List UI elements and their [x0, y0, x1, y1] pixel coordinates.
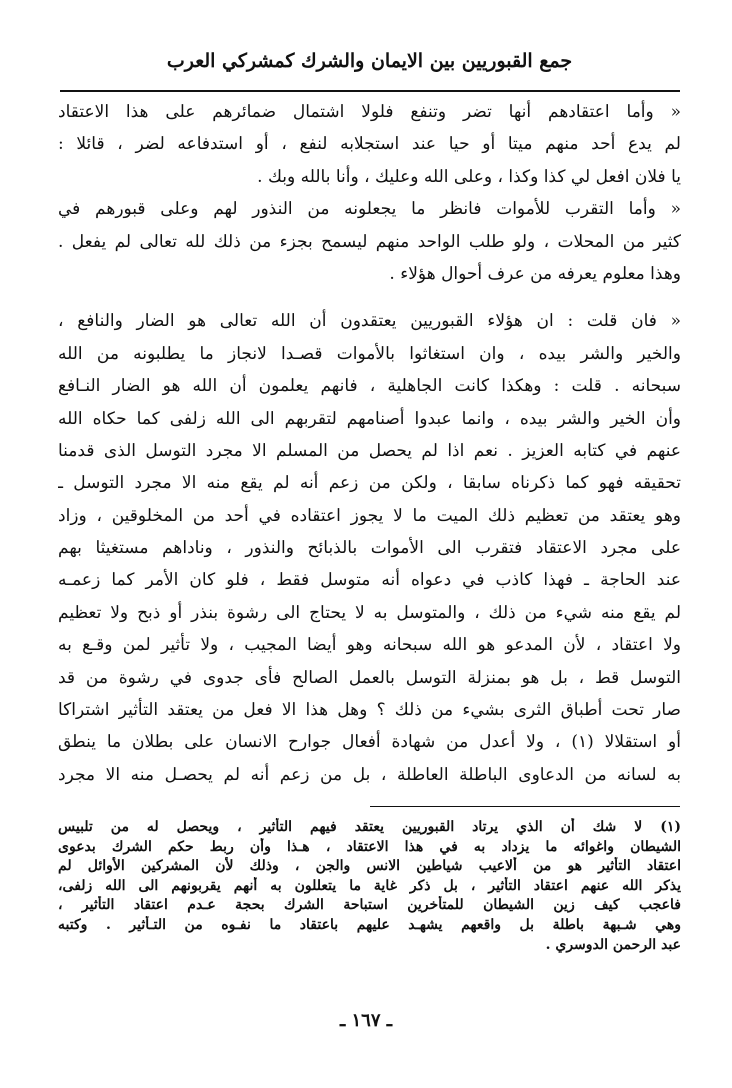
text-line: عند الحاجة ـ فهذا كاذب في دعواه أنه متوسل فقط ، فلو كان الأمر كما زعمـه [58, 570, 681, 591]
text-line: عنهم في كتابه العزيز . نعم اذا لم يحصل من المسلم الا مجرد التوسل الذى قدمنا [58, 440, 681, 461]
paragraph-gap [58, 290, 681, 305]
footnote-line: الشيطان واغوائه ما يزداد به في هذا الاعتقاد ، هـذا وأن ربط حكم الشرك بدعوى [58, 838, 681, 855]
paragraph-vows [58, 193, 681, 290]
text-line: لم يدع أحد منهم ميتا أو حيا عند استجلابه لنفع ، أو استدفاعه لضر ، قائلا : [58, 134, 681, 155]
paragraph-beliefs [58, 96, 681, 193]
footnote-line: وهي شـبهة باطلة بل واقعهم يشهـد عليهم باعتقاد ما نفـوه من التـأثير . وكتبه [58, 916, 681, 933]
text-line: سبحانه . قلت : وهكذا كانت الجاهلية ، فانهم يعلمون أن الله هو الضار النـافع [58, 376, 681, 397]
running-title: جمع القبوريين بين الايمان والشرك كمشركي العرب [166, 50, 573, 72]
footnote-line: عبد الرحمن الدوسري . [545, 936, 681, 953]
text-line: « وأما التقرب للأموات فانظر ما يجعلونه من النذور لهم وعلى قبورهم في [58, 199, 681, 220]
text-line: وأن الخير والشر بيده ، وانما عبدوا أصنامهم لتقربهم الى الله زلفى كما حكاه الله [58, 408, 681, 429]
footnote-rule [370, 806, 680, 807]
footnote-line: (١) لا شك أن الذي يرتاد القبوريين يعتقد فيهم التأثير ، ويحصل له من تلبيس [58, 819, 681, 835]
footnote [58, 818, 681, 955]
text-line: لم يقع منه شيء من ذلك ، والمتوسل به لا يحتاج الى رشوة بنذر أو ذبح ولا تعظيم [58, 602, 681, 623]
text-line: كثير من المحلات ، ولو طلب الواحد منهم ليسمح بجزء من ذلك لله تعالى لم يفعل . [58, 231, 681, 252]
text-line: على مجرد الاعتقاد فتقرب الى الأموات بالذبائح والنذور ، وناداهم مستغيثا بهم [58, 538, 681, 559]
text-line: تحقيقه فهو كما ذكرناه سابقا ، ولكن من زعم أنه لم يقع منه الا مجرد التوسل ـ [58, 473, 681, 494]
main-text [58, 96, 681, 791]
paragraph-objection [58, 305, 681, 791]
text-line: التوسل قط ، بل هو بمنزلة التوسل بالعمل الصالح فأى جدوى في رشوة من قد [58, 667, 681, 688]
header-rule [60, 90, 680, 92]
text-line: صار تحت أطباق الثرى بشيء من ذلك ؟ وهل هذا الا فعل من يعتقد التأثير اشتراكا [58, 700, 681, 721]
text-line: أو استقلالا (١) ، ولا أعدل من شهادة أفعال جوارح الانسان على بطلان ما ينطق [58, 732, 681, 753]
text-line: ولا اعتقاد ، لأن المدعو هو الله سبحانه وهو أيضا المجيب ، ولا تأثير لمن وقـع به [58, 635, 681, 656]
footnote-line: اعتقاد التأثير هو من ألاعيب شياطين الانس والجن ، وذلك لأن المشركين الأوائل لم [58, 858, 681, 875]
footnote-line: يذكر الله عنهم اعتقاد التأثير ، بل ذكر غاية ما يتعللون به أنهم يقربونهم الى الله زلفى، [58, 877, 681, 894]
text-line: به لسانه من الدعاوى الباطلة العاطلة ، بل من زعم أنه لم يحصـل منه الا مجرد [58, 764, 681, 785]
footnote-line: فاعجب كيف زين الشيطان للمتأخرين استباحة الشرك بحجة عـدم اعتقاد التأثير ، [58, 897, 681, 914]
text-line: وهو يعتقد من تعظيم ذلك الميت ما لا يجوز اعتقاده في أحد من المخلوقين ، وزاد [58, 505, 681, 526]
text-line: يا فلان افعل لي كذا وكذا ، وعلى الله وعليك ، وأنا بالله وبك . [257, 166, 681, 187]
text-line: « فان قلت : ان هؤلاء القبوريين يعتقدون أن الله تعالى هو الضار والنافع ، [58, 311, 681, 332]
text-line: والخير والشر بيده ، وان استغاثوا بالأموات قصـدا لانجاز ما يطلبونه من الله [58, 343, 681, 364]
text-line: « وأما اعتقادهم أنها تضر وتنفع فلولا اشتمال ضمائرهم على هذا الاعتقاد [58, 102, 681, 122]
page-number: ـ ١٦٧ ـ [339, 1010, 393, 1031]
text-line: وهذا معلوم يعرفه من عرف أحوال هؤلاء . [389, 263, 681, 284]
